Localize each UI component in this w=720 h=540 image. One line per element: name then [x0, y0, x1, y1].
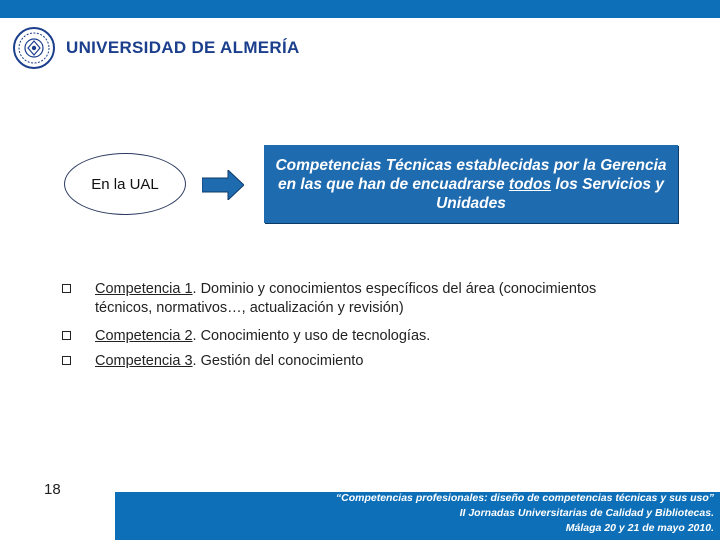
competencias-tecnicas-text: Competencias Técnicas establecidas por la Gerencia en las que han de encuadrarse todos los Servicios y Unidades [275, 156, 667, 212]
competencias-list [62, 280, 662, 371]
right-arrow-icon [202, 170, 244, 200]
checkbox-bullet-icon [62, 356, 71, 365]
footer-citation [244, 491, 714, 536]
competencia-3-link[interactable]: Competencia 3 [95, 353, 193, 369]
university-seal-icon [12, 26, 56, 70]
competencia-1-text: . Dominio y conocimientos específicos del área (conocimientos técnicos, normativos…, actualización y revisión) [95, 281, 597, 316]
list-item [62, 327, 662, 346]
list-item [62, 280, 662, 318]
source-ellipse [64, 153, 186, 215]
university-name: UNIVERSIDAD DE ALMERÍA [66, 38, 300, 57]
page-number: 18 [44, 481, 61, 498]
footer-line-2: II Jornadas Universitarias de Calidad y Bibliotecas. [459, 507, 714, 519]
top-banner [0, 0, 720, 18]
competencias-tecnicas-box [264, 145, 678, 223]
source-label: En la UAL [91, 175, 159, 193]
list-item [62, 352, 662, 371]
competencia-2-link[interactable]: Competencia 2 [95, 328, 193, 344]
footer-line-1: “Competencias profesionales: diseño de competencias técnicas y sus uso” [335, 492, 714, 504]
checkbox-bullet-icon [62, 331, 71, 340]
university-logo [12, 26, 300, 70]
checkbox-bullet-icon [62, 284, 71, 293]
competencia-3-text: . Gestión del conocimiento [192, 353, 364, 369]
emphasis-todos: todos [508, 175, 552, 193]
footer-line-3: Málaga 20 y 21 de mayo 2010. [565, 522, 714, 534]
competencia-1-link[interactable]: Competencia 1 [95, 281, 193, 297]
competencia-2-text: . Conocimiento y uso de tecnologías. [192, 328, 431, 344]
